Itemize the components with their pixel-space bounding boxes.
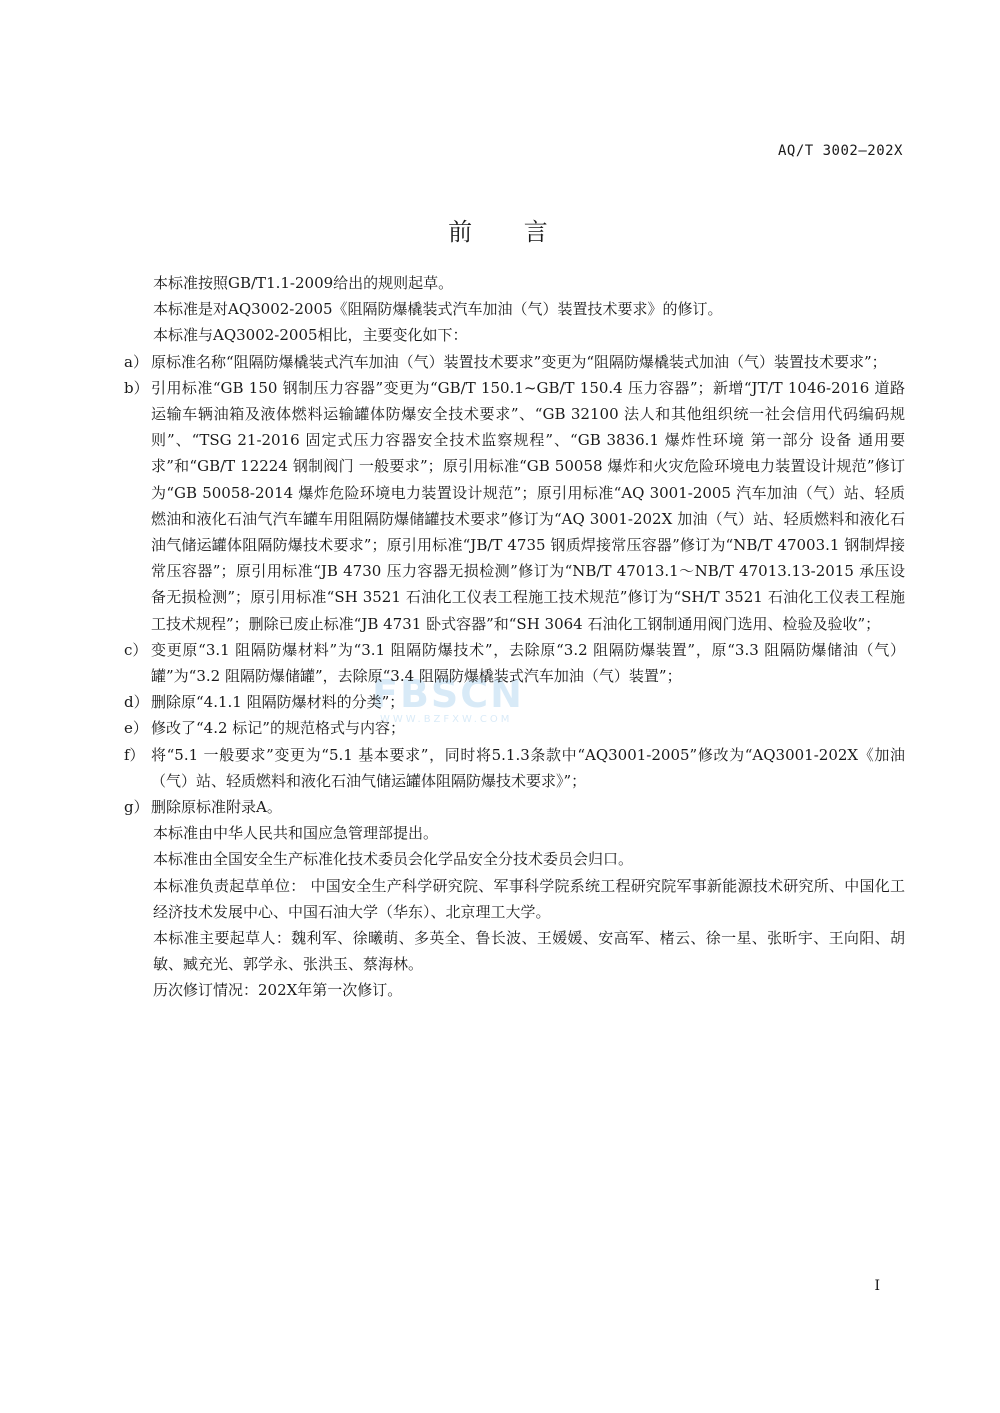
paragraph: 本标准是对AQ3002-2005《阻隔防爆橇装式汽车加油（气）装置技术要求》的修订。: [153, 300, 723, 319]
page-number: I: [874, 1278, 880, 1294]
list-marker: b）: [124, 378, 149, 397]
paragraph: 本标准与AQ3002-2005相比，主要变化如下：: [153, 326, 468, 345]
document-body: [124, 270, 905, 1004]
change-list: [124, 349, 905, 821]
list-marker: c）: [124, 640, 148, 659]
list-item: [124, 742, 905, 794]
page-title: 前 言: [448, 218, 570, 246]
list-item: [124, 689, 905, 715]
watermark-text: FBSCN: [372, 672, 524, 716]
paragraph: 本标准按照GB/T1.1-2009给出的规则起草。: [153, 274, 454, 292]
list-item-text: 原标准名称“阻隔防爆橇装式汽车加油（气）装置技术要求”变更为“阻隔防爆橇装式加油（气）装置技术要求”；: [151, 352, 887, 371]
list-item: [124, 715, 905, 741]
list-item-text: 将“5.1 一般要求”变更为“5.1 基本要求”，同时将5.1.3条款中“AQ3001-2005”修改为“AQ3001-202X《加油（气）站、轻质燃料和液化石油气储运罐体阻隔防爆技术要求》”；: [151, 745, 905, 790]
drafting-units: 本标准负责起草单位： 中国安全生产科学研究院、军事科学院系统工程研究院军事新能源技术研究所、中国化工经济技术发展中心、中国石油大学（华东）、北京理工大学。: [153, 876, 905, 921]
list-marker: e）: [124, 719, 148, 738]
list-item: [124, 375, 905, 637]
list-item-text: 引用标准“GB 150 钢制压力容器”变更为“GB/T 150.1~GB/T 150.4 压力容器”；新增“JT/T 1046-2016 道路运输车辆油箱及液体燃料运输罐体防爆安全技术要求”、“GB 32100 法人和其他组织统一社会信用代码编码规则”、“TSG 21-2016 固定式压力容器安全技术监察规程”、“GB 3836.1 爆炸性环境 第一部分 设备 通用要求”和“GB/T 12224 钢制阀门 一般要求”；原引用标准“GB 50058 爆炸和火灾危险环境电力装置设计规范”修订为“GB 50058-2014 爆炸危险环境电力装置设计规范”；原引用标准“AQ 3001-2005 汽车加油（气）站、轻质燃油和液化石油气汽车罐车用阻隔防爆储罐技术要求”修订为“AQ 3001-202X 加油（气）站、轻质燃料和液化石油气储运罐体阻隔防爆技术要求”；原引用标准“JB/T 4735 钢质焊接常压容器”修订为“NB/T 47003.1 钢制焊接常压容器”；原引用标准“JB 4730 压力容器无损检测”修订为“NB/T 47013.1～NB/T 47013.13-2015 承压设备无损检测”；原引用标准“SH 3521 石油化工仪表工程施工技术规范”修订为“SH/T 3521 石油化工仪表工程施工技术规程”；删除已废止标准“JB 4731 卧式容器”和“SH 3064 石油化工钢制通用阀门选用、检验及验收”；: [151, 378, 905, 633]
list-marker: d）: [124, 693, 149, 712]
list-item: [124, 637, 905, 689]
list-item-text: 删除原标准附录A。: [151, 798, 282, 817]
header-code: AQ/T 3002—202X: [777, 143, 903, 159]
list-item: [124, 794, 905, 820]
list-marker: a）: [124, 352, 148, 371]
list-item-text: 修改了“4.2 标记”的规范格式与内容；: [151, 719, 405, 738]
revision-history: 历次修订情况：202X年第一次修订。: [153, 981, 403, 1000]
paragraph: 本标准由中华人民共和国应急管理部提出。: [153, 824, 439, 843]
list-item-text: 删除原“4.1.1 阻隔防爆材料的分类”；: [151, 693, 405, 712]
list-item: [124, 349, 905, 375]
list-item-text: 变更原“3.1 阻隔防爆材料”为“3.1 阻隔防爆技术”，去除原“3.2 阻隔防爆装置”，原“3.3 阻隔防爆储油（气）罐”为“3.2 阻隔防爆储罐”，去除原“3.4 阻隔防爆橇装式汽车加油（气）装置”；: [151, 640, 905, 686]
paragraph: 本标准由全国安全生产标准化技术委员会化学品安全分技术委员会归口。: [153, 850, 634, 869]
watermark-subtext: WWW.BZFXW.COM: [380, 714, 513, 725]
drafters: 本标准主要起草人：魏利军、徐曦萌、多英全、鲁长波、王媛媛、安高军、楮云、徐一星、张昕宇、王向阳、胡敏、臧充光、郭学永、张洪玉、蔡海林。: [153, 929, 905, 974]
list-marker: g）: [124, 798, 149, 817]
list-marker: f）: [124, 745, 145, 764]
